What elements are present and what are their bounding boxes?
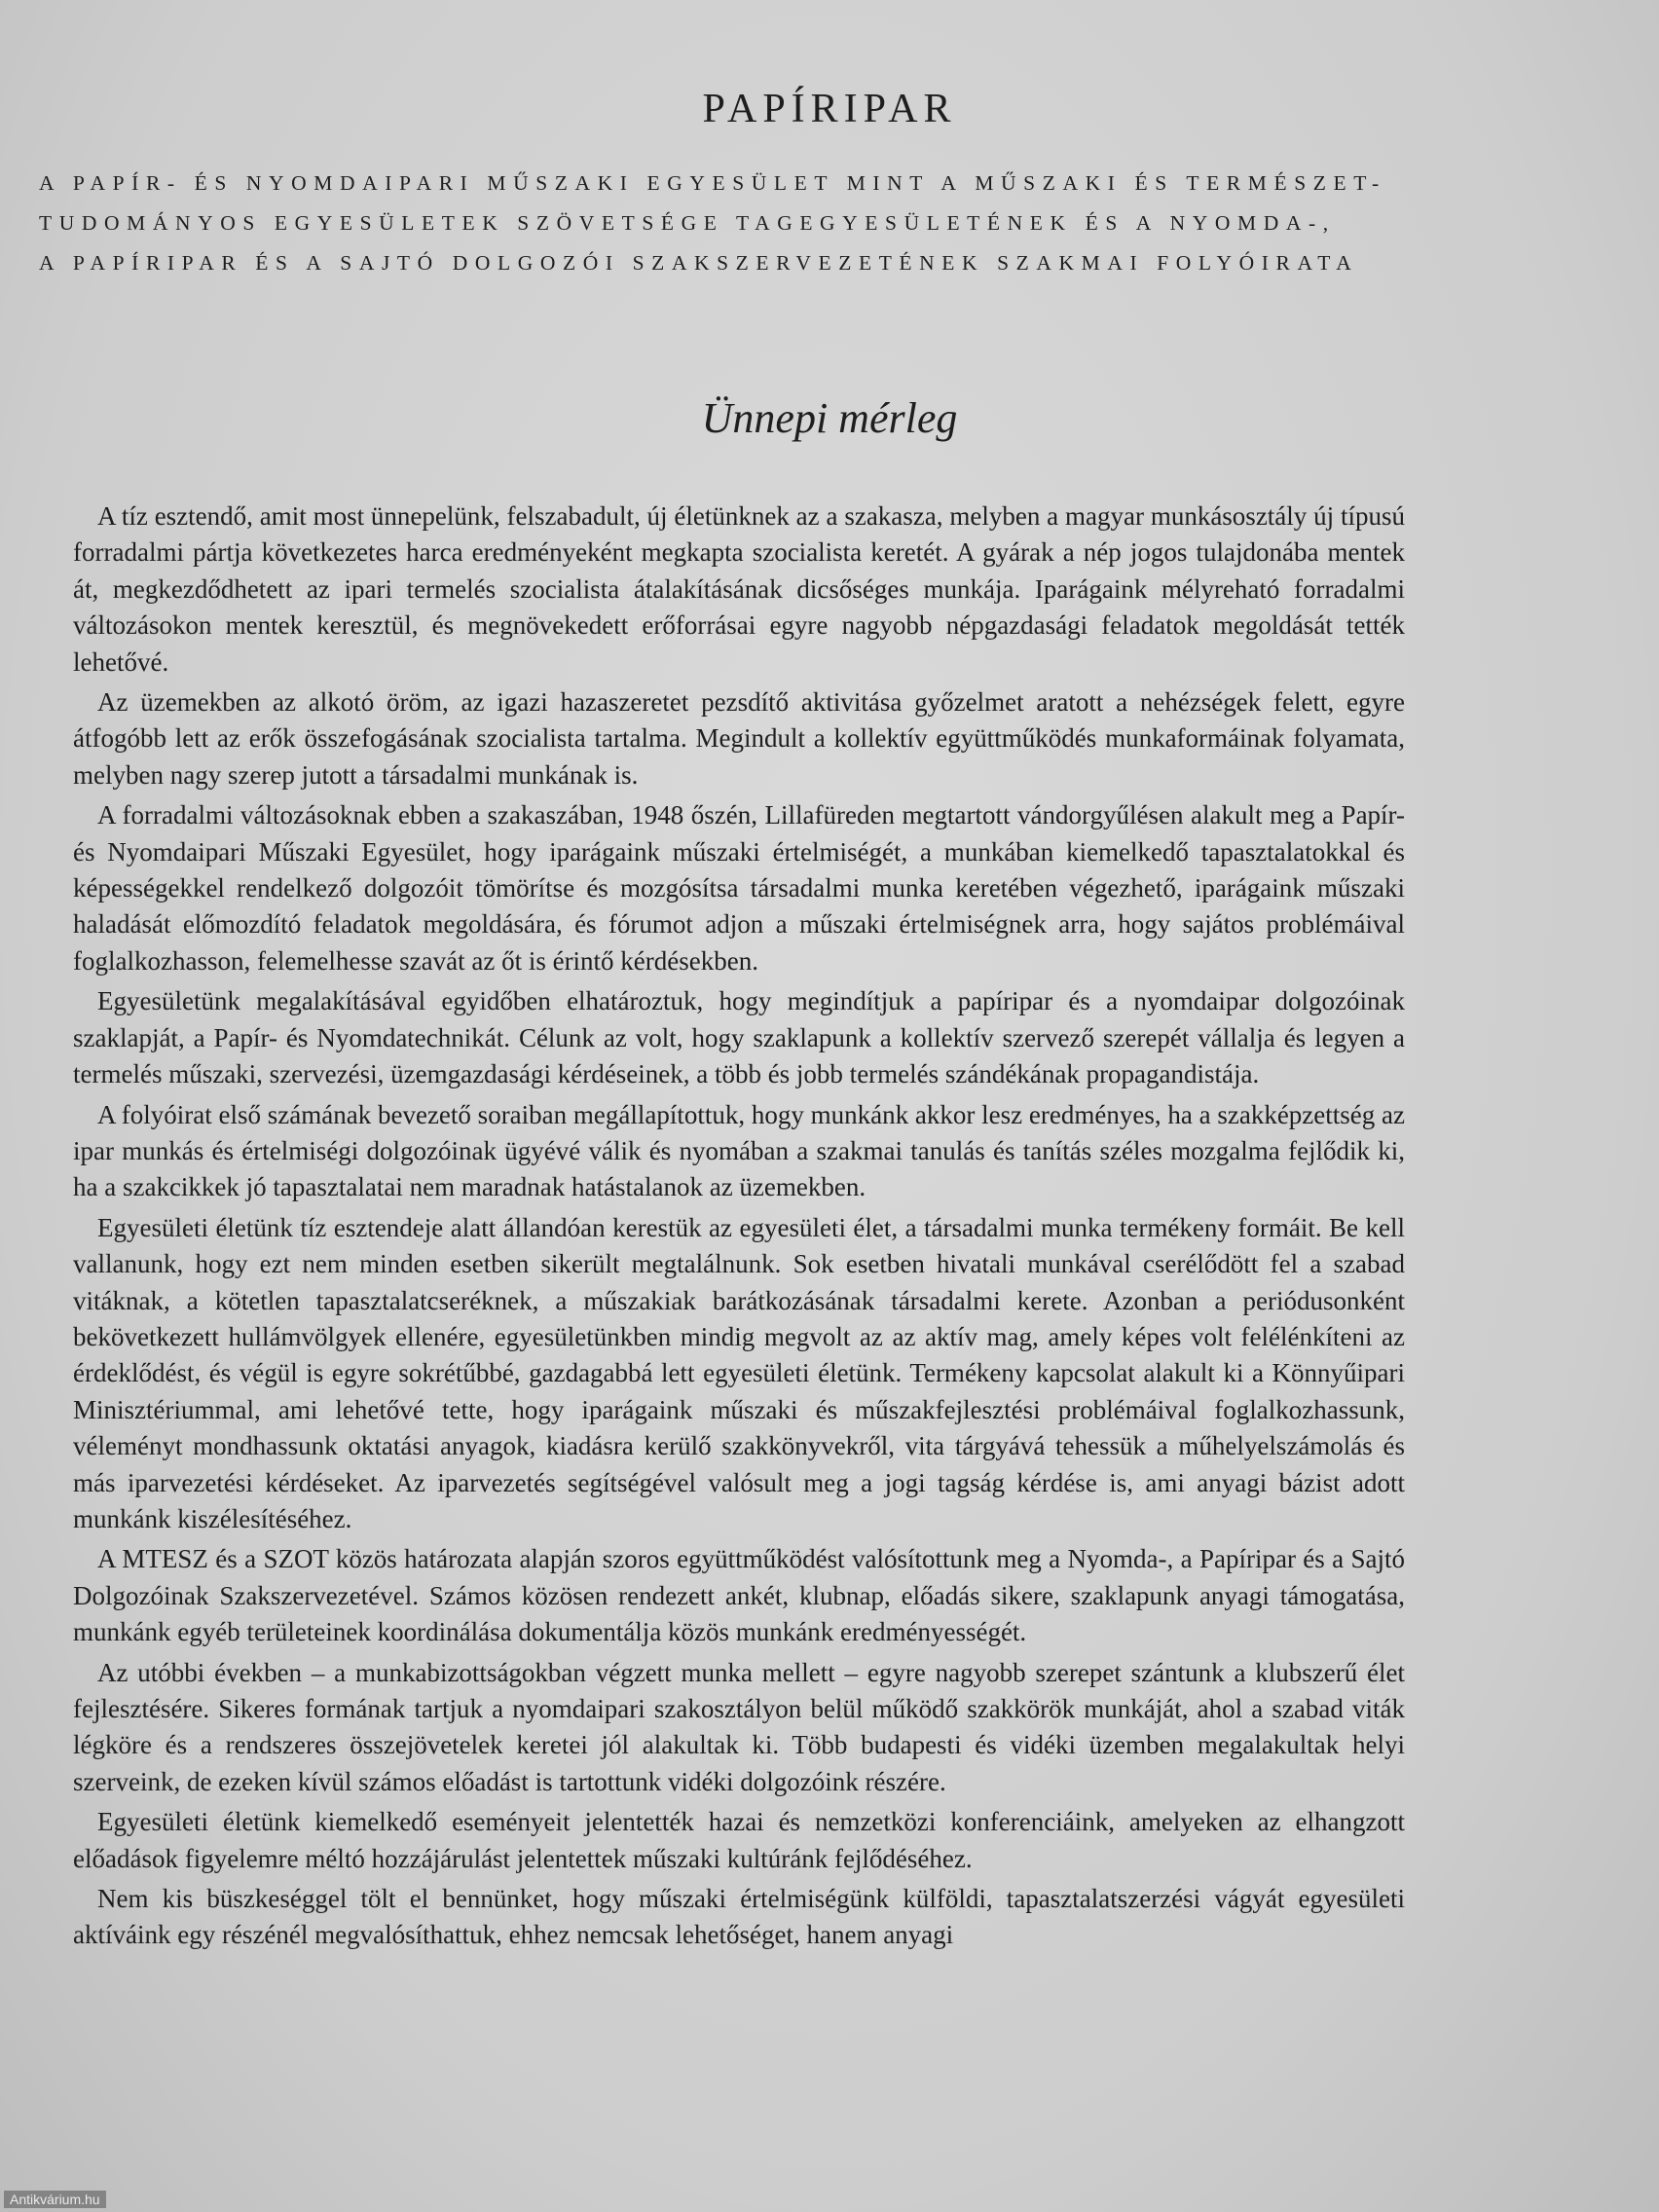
paragraph: Nem kis büszkeséggel tölt el bennünket, hogy műszaki értelmiségünk külföldi, tapasztalatszerzési vágyát egyesületi aktíváink egy részénél megvalósíthattuk, ehhez nemcsak lehetőséget, hanem anyagi [73, 1884, 1405, 1950]
paragraph: A forradalmi változásoknak ebben a szakaszában, 1948 őszén, Lillafüreden megtartott vándorgyűlésen alakult meg a Papír- és Nyomdaipari Műszaki Egyesület, hogy iparágaink műszaki értelmiségét, a munkában kiemelkedő tapasztalatokkal és képességekkel rendelkező dolgozóit tömörítse és mozgósítsa társadalmi munka keretében végezhető, iparágaink műszaki haladását előmozdító feladatok megoldására, és fórumot adjon a műszaki értelmiségnek arra, hogy sajátos problémáival foglalkozhasson, felemelhesse szavát az őt is érintő kérdésekben. [73, 800, 1405, 976]
paragraph: Egyesületünk megalakításával egyidőben elhatároztuk, hogy megindítjuk a papíripar és a nyomdaipar dolgozóinak szaklapját, a Papír- és Nyomdatechnikát. Célunk az volt, hogy szaklapunk a kollektív szervező szerepét vállalja és legyen a termelés műszaki, szervezési, üzemgazdasági kérdéseinek, a több és jobb termelés szándékának propagandistája. [73, 986, 1405, 1089]
article-body [73, 498, 1405, 1958]
paragraph: A MTESZ és a SZOT közös határozata alapján szoros együttműködést valósítottunk meg a Nyomda-, a Papíripar és a Sajtó Dolgozóinak Szakszervezetével. Számos közösen rendezett ankét, klubnap, előadás sikere, szaklapunk anyagi támogatása, munkánk egyéb területeinek koordinálása dokumentálja közös munkánk eredményességét. [73, 1544, 1405, 1647]
article-title: Ünnepi mérleg [701, 394, 958, 442]
subtitle-line: A PAPÍRIPAR ÉS A SAJTÓ DOLGOZÓI SZAKSZERVEZETÉNEK SZAKMAI FOLYÓIRATA [39, 251, 1359, 275]
subtitle-line: TUDOMÁNYOS EGYESÜLETEK SZÖVETSÉGE TAGEGYESÜLETÉNEK ÉS A NYOMDA-, [39, 211, 1336, 235]
journal-title: PAPÍRIPAR [702, 87, 957, 131]
journal-subtitle [39, 164, 1431, 283]
paragraph: Az utóbbi években – a munkabizottságokban végzett munka mellett – egyre nagyobb szerepet szántunk a klubszerű élet fejlesztésére. Sikeres formának tartjuk a nyomdaipari szakosztályon belül működő szakkörök munkáját, ahol a szabad viták légköre és a rendszeres összejövetelek keretei jól alakultak ki. Több budapesti és vidéki üzemben megalakultak helyi szerveink, de ezeken kívül számos előadást is tartottunk vidéki dolgozóink részére. [73, 1657, 1405, 1796]
paragraph: Egyesületi életünk kiemelkedő eseményeit jelentették hazai és nemzetközi konferenciáink, amelyeken az elhangzott előadások figyelemre méltó hozzájárulást jelentettek műszaki kultúránk fejlődéséhez. [73, 1807, 1405, 1873]
paragraph: Az üzemekben az alkotó öröm, az igazi hazaszeretet pezsdítő aktivitása győzelmet aratott a nehézségek felett, egyre átfogóbb lett az erők összefogásának szocialista tartalma. Megindult a kollektív együttműködés munkaformáinak folyamata, melyben nagy szerep jutott a társadalmi munkának is. [73, 687, 1405, 790]
subtitle-line: A PAPÍR- ÉS NYOMDAIPARI MŰSZAKI EGYESÜLET MINT A MŰSZAKI ÉS TERMÉSZET- [39, 171, 1386, 195]
paragraph: A tíz esztendő, amit most ünnepelünk, felszabadult, új életünknek az a szakasza, melyben a magyar munkásosztály új típusú forradalmi pártja következetes harca eredményeként megkapta szocialista keretét. A gyárak a nép jogos tulajdonába mentek át, megkezdődhetett az ipari termelés szocialista átalakításának dicsőséges munkája. Iparágaink mélyreható forradalmi változásokon mentek keresztül, és megnövekedett erőforrásai egyre nagyobb népgazdasági feladatok megoldását tették lehetővé. [73, 501, 1405, 677]
source-watermark: Antikvárium.hu [4, 2191, 106, 2208]
paragraph: Egyesületi életünk tíz esztendeje alatt állandóan kerestük az egyesületi élet, a társadalmi munka termékeny formáit. Be kell vallanunk, hogy ezt nem minden esetben sikerült megtalálnunk. Sok esetben hivatali munkával cserélődött fel a szabad vitáknak, a kötetlen tapasztalatcseréknek, a műszakiak barátkozásának társadalmi kerete. Azonban a periódusonként bekövetkezett hullámvölgyek ellenére, egyesületünkben mindig megvolt az az aktív mag, amely képes volt felélénkíteni az érdeklődést, és végül is egyre sokrétűbbé, gazdagabbá lett egyesületi életünk. Termékeny kapcsolat alakult ki a Könnyűipari Minisztériummal, ami lehetővé tette, hogy iparágaink műszaki és műszakfejlesztési problémáival foglalkozhassunk, véleményt mondhassunk oktatási anyagok, kiadásra kerülő szakkönyvekről, vita tárgyává tehessük a műhelyelszámolás és más iparvezetési kérdéseket. Az iparvezetés segítségével valósult meg a jogi tagság kérdése is, ami anyagi bázist adott munkánk kiszélesítéséhez. [73, 1212, 1405, 1533]
paragraph: A folyóirat első számának bevezető soraiban megállapítottuk, hogy munkánk akkor lesz eredményes, ha a szakképzettség az ipar munkás és értelmiségi dolgozóinak ügyévé válik és nyomában a szakmai tanulás és tanítás széles mozgalma fejlődik ki, ha a szakcikkek jó tapasztalatai nem maradnak hatástalanok az üzemekben. [73, 1099, 1405, 1202]
